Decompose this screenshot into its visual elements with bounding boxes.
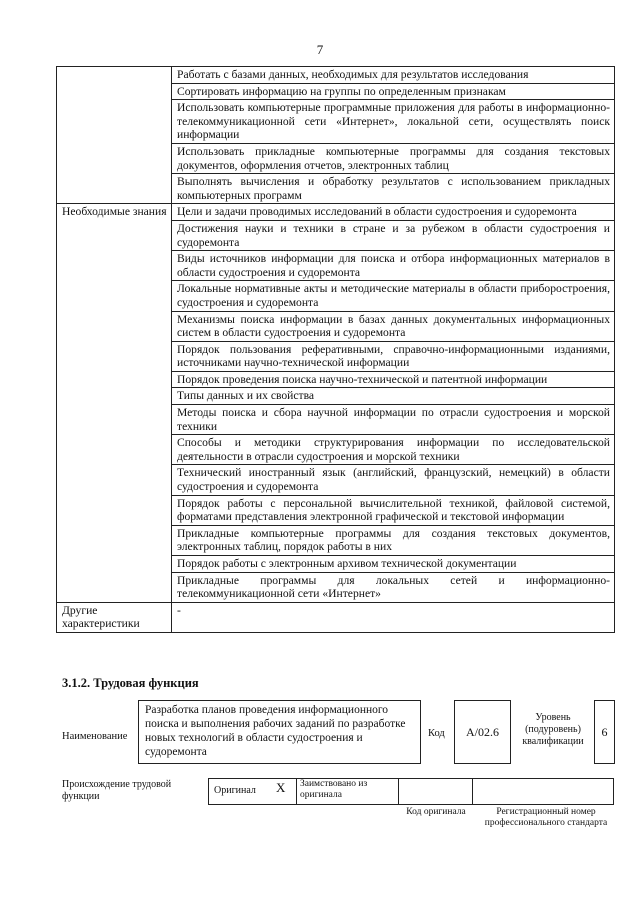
original-label: Оригинал: [214, 785, 256, 796]
origin-divider-1: [296, 778, 297, 805]
row-label: [57, 67, 172, 204]
requirements-table: [56, 66, 615, 633]
row-text: Методы поиска и сбора научной информации по отрасли судостроения и морской техники: [172, 405, 615, 435]
section-title: 3.1.2. Трудовая функция: [62, 676, 199, 690]
row-text: Типы данных и их свойства: [172, 388, 615, 405]
row-text: Способы и методики структурирования информации по исследовательской деятельности в отрасли судостроения и морской техники: [172, 435, 615, 465]
code-caption: Код оригинала: [406, 807, 466, 817]
row-text: Использовать компьютерные программные приложения для работы в информационно-телекоммуникационной сети «Интернет», локальной сети, осуществлять поиск информации: [172, 100, 615, 144]
row-text: Виды источников информации для поиска и отбора информационных материалов в области судостроения и судоремонта: [172, 251, 615, 281]
row-text: Цели и задачи проводимых исследований в области судостроения и судоремонта: [172, 204, 615, 221]
page-number: 7: [316, 42, 324, 57]
original-mark: X: [276, 780, 286, 795]
row-text: Механизмы поиска информации в базах данных документальных информационных систем в области судостроения и судоремонта: [172, 311, 615, 341]
code-label: Код: [428, 728, 445, 739]
row-label: Другие характеристики: [57, 602, 172, 632]
name-value: [138, 700, 421, 764]
row-text: -: [172, 602, 615, 632]
row-text: Достижения науки и техники в стране и за рубежом в области судостроения и судоремонта: [172, 220, 615, 250]
reg-caption: Регистрационный номер профессионального стандарта: [484, 807, 608, 828]
name-value-text: Разработка планов проведения информационного поиска и выполнения рабочих заданий по разработке новых технологий в области судостроения и судоремонта: [145, 704, 406, 758]
name-label: Наименование: [62, 731, 128, 742]
origin-label: Происхождение трудовой функции: [62, 779, 172, 802]
origin-table: [208, 778, 614, 805]
row-text: Локальные нормативные акты и методические материалы в области приборостроения, судостроения и судоремонта: [172, 281, 615, 311]
level-label: Уровень (подуровень) квалификации: [522, 712, 584, 747]
row-text: Использовать прикладные компьютерные программы для создания текстовых документов, оформления отчетов, электронных таблиц: [172, 143, 615, 173]
row-text: Порядок работы с персональной вычислительной техникой, файловой системой, форматами представления электронной графической и текстовой информации: [172, 495, 615, 525]
other-row: [57, 602, 615, 632]
origin-divider-2: [398, 778, 399, 805]
row-text: Порядок работы с электронным архивом технической документации: [172, 556, 615, 573]
code-value: А/02.6: [454, 700, 511, 764]
skill-row: [57, 67, 615, 84]
knowledge-row: [57, 204, 615, 221]
row-text: Прикладные компьютерные программы для создания текстовых документов, электронных таблиц, порядок работы в них: [172, 525, 615, 555]
row-text: Порядок проведения поиска научно-технической и патентной информации: [172, 371, 615, 388]
row-text: Порядок пользования реферативными, справочно-информационными изданиями, источниками научно-технической информации: [172, 341, 615, 371]
row-text: Сортировать информацию на группы по определенным признакам: [172, 83, 615, 100]
row-text: Прикладные программы для локальных сетей и информационно-телекоммуникационной сети «Интернет»: [172, 572, 615, 602]
row-text: Работать с базами данных, необходимых для результатов исследования: [172, 67, 615, 84]
row-label: Необходимые знания: [57, 204, 172, 602]
borrowed-label: Заимствовано из оригинала: [300, 779, 368, 800]
row-text: Технический иностранный язык (английский, французский, немецкий) в области судостроения и судоремонта: [172, 465, 615, 495]
row-text: Выполнять вычисления и обработку результатов с использованием прикладных компьютерных программ: [172, 174, 615, 204]
level-value: 6: [594, 700, 615, 764]
origin-divider-3: [472, 778, 473, 805]
